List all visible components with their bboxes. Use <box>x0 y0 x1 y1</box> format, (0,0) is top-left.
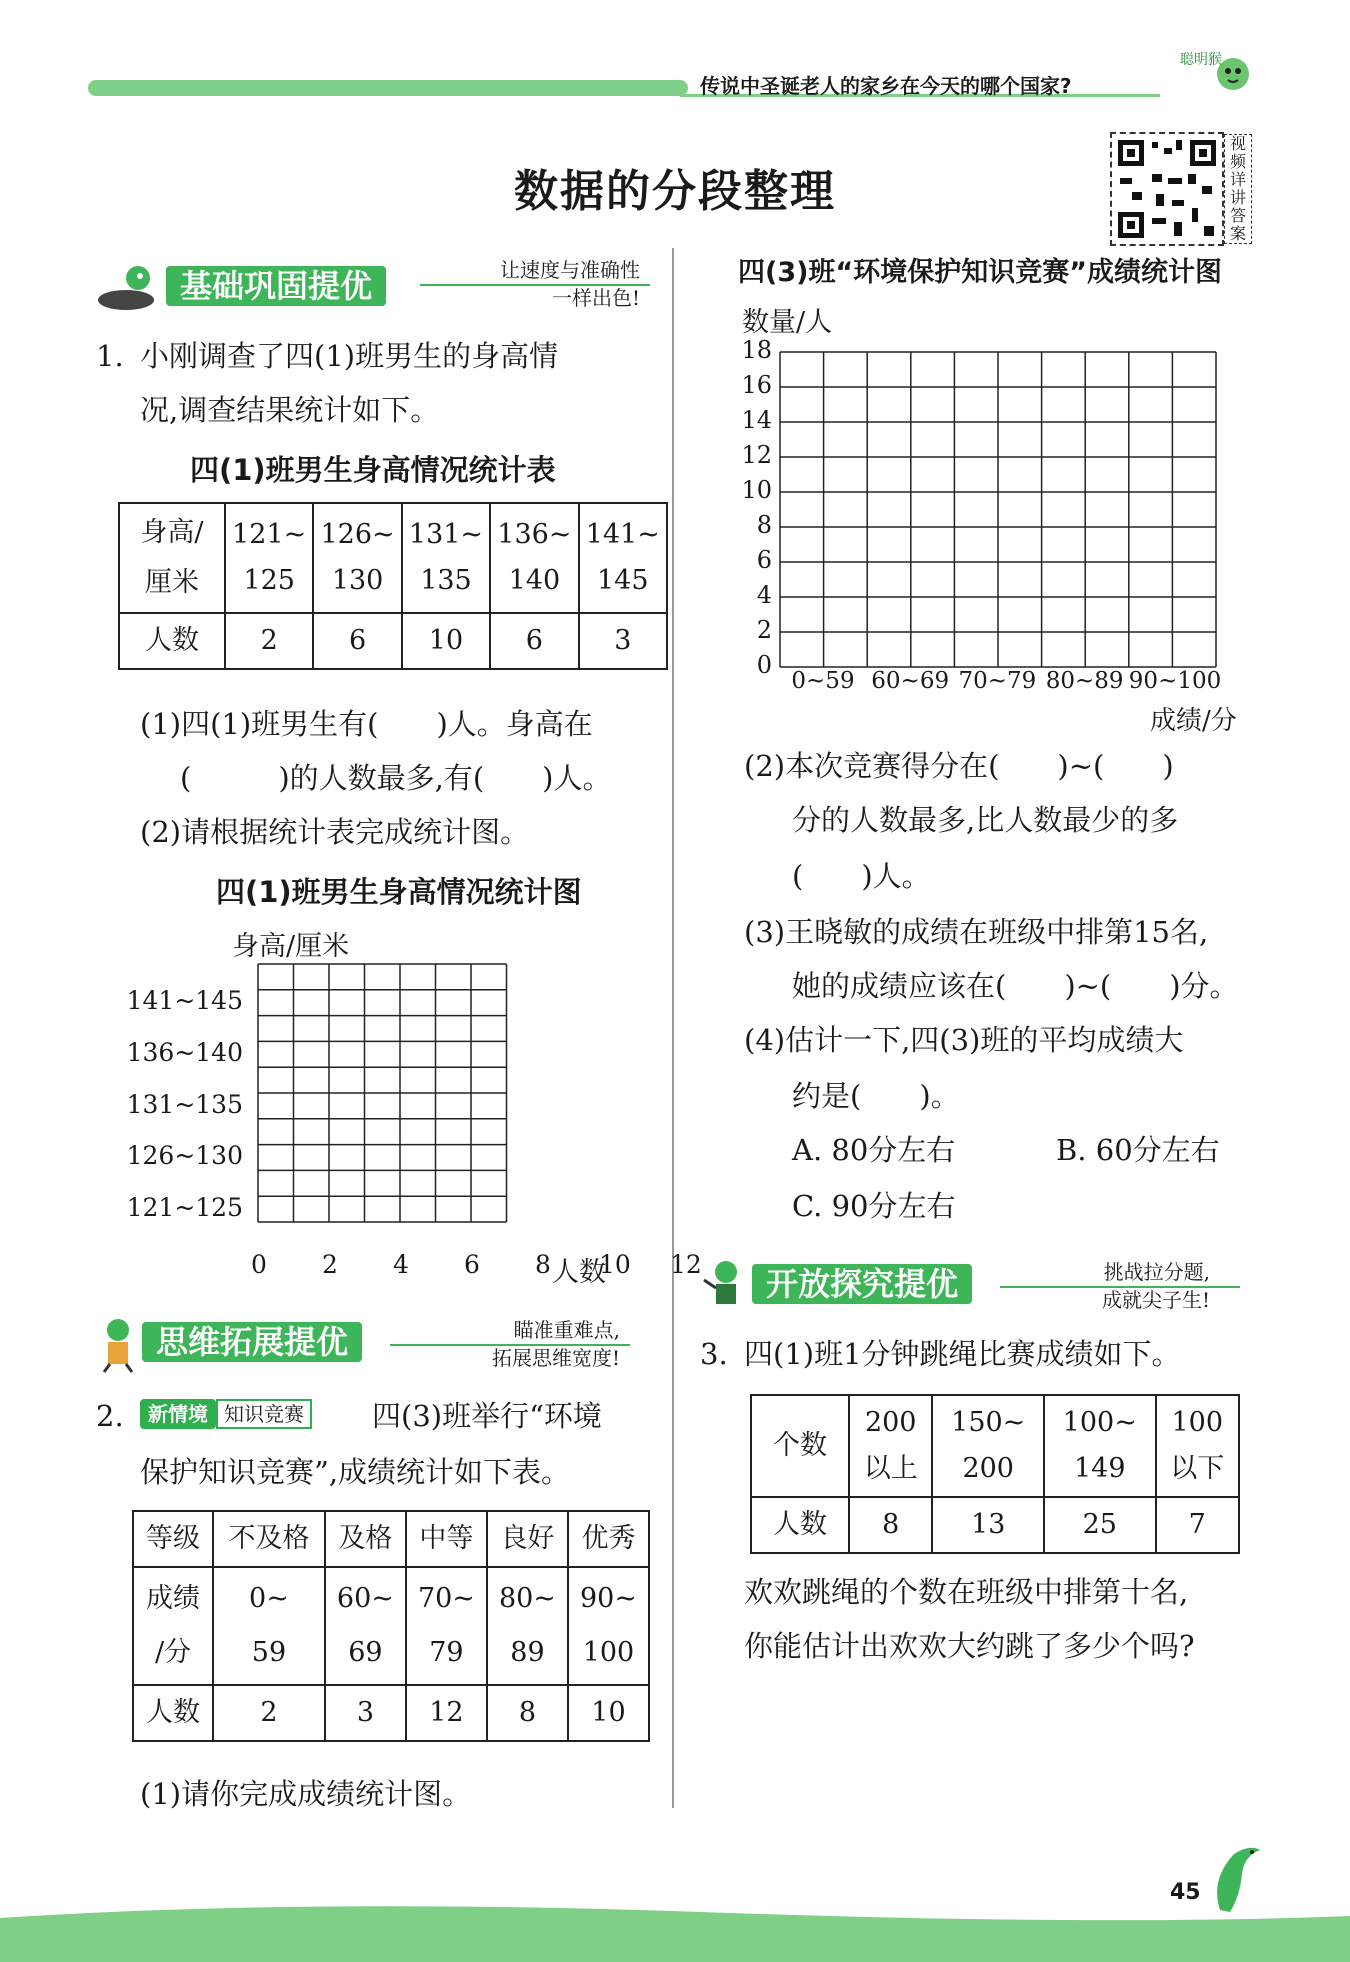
q1-ycat: 121~125 <box>126 1193 243 1222</box>
q3-range-cell: 100~ 149 <box>1044 1395 1156 1497</box>
q2-sub2-line2: 分的人数最多,比人数最少的多 <box>792 803 1179 837</box>
q2-grade-cell: 及格 <box>325 1511 406 1567</box>
q1-sub2: (2)请根据统计表完成统计图。 <box>140 815 530 849</box>
mascot-text: 聪明猴 <box>1180 52 1222 68</box>
q1-xtick: 0 <box>251 1250 267 1279</box>
q2-grade-cell: 良好 <box>487 1511 568 1567</box>
q3-stem: 四(1)班1分钟跳绳比赛成绩如下。 <box>744 1337 1181 1371</box>
q1-sub1-line2: ( )的人数最多,有( )人。 <box>180 761 612 795</box>
q2-ytick: 14 <box>741 406 772 434</box>
section2-note-line2: 拓展思维宽度! <box>491 1346 620 1370</box>
section2-note-line1: 瞄准重难点, <box>513 1318 620 1342</box>
q1-xtick: 10 <box>599 1250 631 1279</box>
q1-xtick: 2 <box>322 1250 338 1279</box>
q1-count-cell: 6 <box>490 613 578 669</box>
q2-sub4-line2: 约是( )。 <box>792 1079 960 1113</box>
page-title: 数据的分段整理 <box>514 166 836 217</box>
q2-chart-xlabel: 成绩/分 <box>1150 706 1237 736</box>
q2-xcat: 90~100 <box>1128 668 1222 694</box>
section3-line <box>1000 1286 1240 1288</box>
q2-ytick: 0 <box>756 651 772 679</box>
q2-xcat: 60~69 <box>871 668 950 694</box>
q2-grade-label: 等级 <box>133 1511 213 1567</box>
q1-stem-line1: 小刚调查了四(1)班男生的身高情 <box>140 339 559 373</box>
q2-tag-topic: 知识竞赛 <box>216 1399 312 1429</box>
q2-sub3-line1: (3)王晓敏的成绩在班级中排第15名, <box>744 915 1209 949</box>
q2-score-cell: 70~ 79 <box>406 1567 487 1685</box>
q3-people-label: 人数 <box>751 1497 849 1553</box>
section1-line <box>420 284 650 286</box>
q3-question-line1: 欢欢跳绳的个数在班级中排第十名, <box>744 1575 1189 1609</box>
q2-tags <box>140 1398 312 1427</box>
q2-option-b[interactable]: B. 60分左右 <box>1056 1133 1220 1167</box>
q2-sub2-line3: ( )人。 <box>792 859 931 893</box>
section1-icon <box>96 262 168 318</box>
q2-option-c[interactable]: C. 90分左右 <box>792 1189 956 1223</box>
q1-xtick: 4 <box>393 1250 409 1279</box>
q2-ytick: 2 <box>756 616 772 644</box>
q2-option-a[interactable]: A. 80分左右 <box>792 1133 956 1167</box>
q2-ytick: 8 <box>756 511 772 539</box>
section3-icon <box>700 1258 752 1318</box>
q3-range-cell: 150~ 200 <box>932 1395 1044 1497</box>
q1-ycat: 131~135 <box>126 1090 243 1119</box>
q2-table <box>132 1510 650 1742</box>
q2-chart-title: 四(3)班“环境保护知识竞赛”成绩统计图 <box>738 257 1222 288</box>
q2-count-cell: 12 <box>406 1685 487 1741</box>
q1-number: 1. <box>96 339 124 373</box>
q1-xtick: 12 <box>670 1250 702 1279</box>
q2-ytick: 10 <box>741 476 772 504</box>
q2-score-cell: 0~ 59 <box>213 1567 325 1685</box>
q2-tag-new: 新情境 <box>140 1399 216 1429</box>
q1-count-cell: 3 <box>579 613 667 669</box>
q2-count-cell: 3 <box>325 1685 406 1741</box>
q2-xcat: 70~79 <box>958 668 1037 694</box>
section1-note-line2: 一样出色! <box>551 286 640 310</box>
q2-table-score-row <box>133 1567 649 1685</box>
q3-range-cell: 200 以上 <box>849 1395 932 1497</box>
q2-score-cell: 80~ 89 <box>487 1567 568 1685</box>
q2-number: 2. <box>96 1399 124 1433</box>
q2-chart-ylabel: 数量/人 <box>742 307 833 338</box>
q1-table-header-row <box>119 503 667 613</box>
q3-people-cell: 8 <box>849 1497 932 1553</box>
section1-note-line1: 让速度与准确性 <box>500 258 640 282</box>
q3-people-cell: 7 <box>1156 1497 1240 1553</box>
q1-stem-line2: 况,调查结果统计如下。 <box>140 393 440 427</box>
q1-chart-title: 四(1)班男生身高情况统计图 <box>216 875 582 909</box>
q2-count-cell: 8 <box>487 1685 568 1741</box>
q1-range-cell: 126~ 130 <box>313 503 401 613</box>
q1-chart-ylabel: 身高/厘米 <box>232 931 350 962</box>
q2-sub1: (1)请你完成成绩统计图。 <box>140 1777 472 1811</box>
section2-line <box>390 1344 630 1346</box>
section2-icon <box>96 1316 142 1378</box>
q1-table <box>118 502 668 670</box>
q2-stem-line1: 四(3)班举行“环境 <box>372 1399 602 1433</box>
q2-grade-cell: 优秀 <box>568 1511 649 1567</box>
q2-xcat: 0~59 <box>791 668 855 694</box>
q1-range-cell: 121~ 125 <box>225 503 313 613</box>
q2-sub2-line1: (2)本次竞赛得分在( )~( ) <box>744 749 1174 783</box>
q2-ytick: 6 <box>756 546 772 574</box>
q2-count-cell: 10 <box>568 1685 649 1741</box>
q3-range-cell: 100 以下 <box>1156 1395 1240 1497</box>
q2-table-count-row <box>133 1685 649 1741</box>
q1-range-cell: 136~ 140 <box>490 503 578 613</box>
q1-xtick: 8 <box>535 1250 551 1279</box>
q2-sub3-line2: 她的成绩应该在( )~( )分。 <box>792 969 1239 1003</box>
q2-grade-cell: 不及格 <box>213 1511 325 1567</box>
column-divider <box>672 248 674 1808</box>
section3-note-line2: 成就尖子生! <box>1101 1288 1210 1312</box>
q3-question-line2: 你能估计出欢欢大约跳了多少个吗? <box>744 1629 1195 1663</box>
q3-table-people-row <box>751 1497 1239 1553</box>
q1-count-cell: 6 <box>313 613 401 669</box>
q3-table-count-row <box>751 1395 1239 1497</box>
section1-badge: 基础巩固提优 <box>166 266 386 306</box>
footer-band <box>0 1898 1350 1962</box>
header-question: 传说中圣诞老人的家乡在今天的哪个国家? <box>700 74 1072 98</box>
q1-ycat: 136~140 <box>126 1038 243 1067</box>
q1-xtick: 6 <box>464 1250 480 1279</box>
q1-ycat: 141~145 <box>126 986 243 1015</box>
q1-range-cell: 131~ 135 <box>402 503 490 613</box>
q2-chart-grid[interactable] <box>778 350 1258 670</box>
q3-number: 3. <box>700 1337 728 1371</box>
q2-table-grade-row <box>133 1511 649 1567</box>
q3-table <box>750 1394 1240 1554</box>
qr-code-icon[interactable] <box>1110 132 1224 246</box>
q1-ycat: 126~130 <box>126 1141 243 1170</box>
q2-ytick: 12 <box>741 441 772 469</box>
q1-chart-xlabel: 人数 <box>552 1257 606 1288</box>
page-number: 45 <box>1170 1880 1201 1905</box>
q1-chart-grid[interactable] <box>256 962 576 1252</box>
mascot-monkey-icon <box>1178 46 1258 110</box>
q1-header-label: 身高/ 厘米 <box>119 503 225 613</box>
q2-count-cell: 2 <box>213 1685 325 1741</box>
q2-count-label: 人数 <box>133 1685 213 1741</box>
q2-ytick: 16 <box>741 371 772 399</box>
q2-grade-cell: 中等 <box>406 1511 487 1567</box>
q3-people-cell: 13 <box>932 1497 1044 1553</box>
q2-xcat: 80~89 <box>1045 668 1124 694</box>
q2-score-cell: 60~ 69 <box>325 1567 406 1685</box>
q1-sub1-line1: (1)四(1)班男生有( )人。身高在 <box>140 707 593 741</box>
q1-range-cell: 141~ 145 <box>579 503 667 613</box>
q3-people-cell: 25 <box>1044 1497 1156 1553</box>
q2-ytick: 18 <box>741 336 772 364</box>
q2-ytick: 4 <box>756 581 772 609</box>
q1-count-cell: 2 <box>225 613 313 669</box>
q1-row-label: 人数 <box>119 613 225 669</box>
q2-score-label: 成绩 /分 <box>133 1567 213 1685</box>
qr-label: 视频详讲答案 <box>1224 134 1252 244</box>
q2-sub4-line1: (4)估计一下,四(3)班的平均成绩大 <box>744 1023 1184 1057</box>
section3-badge: 开放探究提优 <box>752 1264 972 1304</box>
header-band <box>88 80 688 96</box>
q1-table-count-row <box>119 613 667 669</box>
q2-stem-line2: 保护知识竞赛”,成绩统计如下表。 <box>140 1455 571 1489</box>
section3-note-line1: 挑战拉分题, <box>1103 1260 1210 1284</box>
q3-count-label: 个数 <box>751 1395 849 1497</box>
q1-table-title: 四(1)班男生身高情况统计表 <box>190 453 556 487</box>
q2-score-cell: 90~ 100 <box>568 1567 649 1685</box>
dolphin-icon <box>1200 1840 1270 1924</box>
q1-count-cell: 10 <box>402 613 490 669</box>
section2-badge: 思维拓展提优 <box>142 1322 362 1362</box>
